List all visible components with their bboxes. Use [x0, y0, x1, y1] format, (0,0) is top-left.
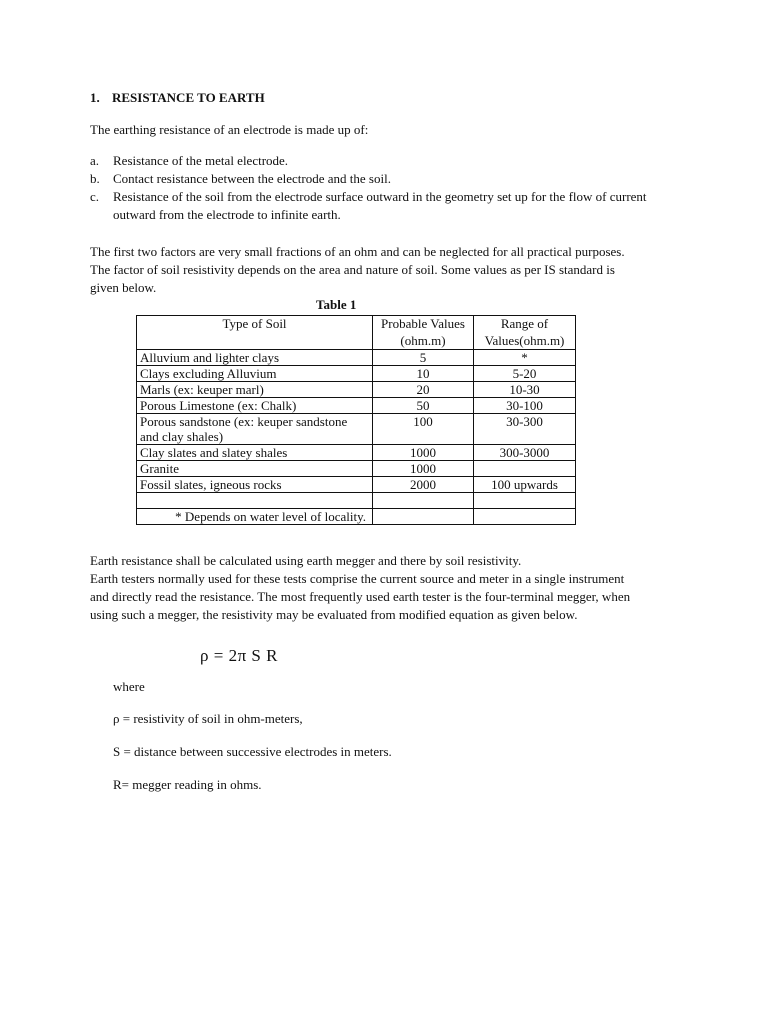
- definition-rho: ρ = resistivity of soil in ohm-meters,: [113, 711, 303, 726]
- cell-soil-type: Granite: [137, 461, 373, 477]
- cell-range: 5-20: [474, 366, 576, 382]
- intro-paragraph: The earthing resistance of an electrode is made up of:: [90, 122, 369, 137]
- cell-probable-value: 10: [373, 366, 474, 382]
- cell-range: 10-30: [474, 382, 576, 398]
- table-header-row: [137, 316, 576, 350]
- cell-probable-value: 2000: [373, 477, 474, 493]
- list-item-text: Resistance of the soil from the electrode surface outward in the geometry set up for the flow of current outward from the electrode to infinite earth.: [113, 189, 647, 222]
- list-item-text: Contact resistance between the electrode and the soil.: [113, 171, 391, 186]
- cell-soil-type: Marls (ex: keuper marl): [137, 382, 373, 398]
- definition-r: R= megger reading in ohms.: [113, 777, 262, 792]
- header-probable-values: Probable Values (ohm.m): [373, 316, 474, 350]
- factors-paragraph: [90, 243, 625, 297]
- cell-probable-value: 50: [373, 398, 474, 414]
- cell-probable-value: 20: [373, 382, 474, 398]
- definition-s: S = distance between successive electrodes in meters.: [113, 744, 392, 759]
- table-row: [137, 461, 576, 477]
- cell-soil-type: Clays excluding Alluvium: [137, 366, 373, 382]
- table-row: [137, 445, 576, 461]
- list-item: [90, 152, 680, 170]
- paragraph-line: The first two factors are very small fractions of an ohm and can be neglected for all practical purposes.: [90, 244, 625, 259]
- paragraph-line: and directly read the resistance. The most frequently used earth tester is the four-terminal megger, when: [90, 589, 631, 604]
- cell-range: 30-300: [474, 414, 576, 445]
- soil-resistivity-table: [136, 315, 576, 525]
- header-soil-type: Type of Soil: [137, 316, 373, 350]
- table-row: [137, 366, 576, 382]
- cell-range: *: [474, 350, 576, 366]
- cell-probable-value: 1000: [373, 445, 474, 461]
- cell-empty: [474, 493, 576, 509]
- resistance-components-list: [90, 152, 680, 224]
- cell-soil-type: Porous Limestone (ex: Chalk): [137, 398, 373, 414]
- cell-soil-type: Alluvium and lighter clays: [137, 350, 373, 366]
- paragraph-line: given below.: [90, 280, 157, 295]
- cell-range: 300-3000: [474, 445, 576, 461]
- list-marker: c.: [90, 189, 100, 204]
- table-caption: Table 1: [316, 297, 357, 312]
- paragraph-line: Earth resistance shall be calculated using earth megger and there by soil resistivity.: [90, 553, 522, 568]
- cell-soil-type: Fossil slates, igneous rocks: [137, 477, 373, 493]
- paragraph-line: using such a megger, the resistivity may be evaluated from modified equation as given below.: [90, 607, 578, 622]
- where-label: where: [113, 679, 145, 694]
- cell-probable-value: 1000: [373, 461, 474, 477]
- header-range-values: Range of Values(ohm.m): [474, 316, 576, 350]
- megger-paragraph: [90, 552, 630, 624]
- cell-soil-type: Clay slates and slatey shales: [137, 445, 373, 461]
- cell-range: 30-100: [474, 398, 576, 414]
- list-item-text: Resistance of the metal electrode.: [113, 153, 289, 168]
- table-row: [137, 477, 576, 493]
- cell-empty: [373, 493, 474, 509]
- table-row: [137, 382, 576, 398]
- resistivity-formula: ρ = 2π S R: [200, 646, 278, 665]
- cell-probable-value: 5: [373, 350, 474, 366]
- list-item: [90, 188, 680, 224]
- cell-range: [474, 461, 576, 477]
- section-heading: [90, 90, 265, 106]
- section-title: RESISTANCE TO EARTH: [112, 90, 265, 105]
- cell-soil-type: Porous sandstone (ex: keuper sandstone and clay shales): [137, 414, 373, 445]
- table-footnote-row: [137, 509, 576, 525]
- table-footnote: * Depends on water level of locality.: [137, 509, 373, 525]
- section-number: 1.: [90, 90, 100, 105]
- cell-range: 100 upwards: [474, 477, 576, 493]
- table-row: [137, 350, 576, 366]
- list-marker: b.: [90, 171, 100, 186]
- paragraph-line: The factor of soil resistivity depends on the area and nature of soil. Some values as per IS standard is: [90, 262, 615, 277]
- cell-empty: [137, 493, 373, 509]
- table-row-empty: [137, 493, 576, 509]
- list-marker: a.: [90, 153, 100, 168]
- cell-probable-value: 100: [373, 414, 474, 445]
- paragraph-line: Earth testers normally used for these tests comprise the current source and meter in a single instrument: [90, 571, 625, 586]
- cell-empty: [373, 509, 474, 525]
- cell-empty: [474, 509, 576, 525]
- table-row: [137, 414, 576, 445]
- table-row: [137, 398, 576, 414]
- list-item: [90, 170, 680, 188]
